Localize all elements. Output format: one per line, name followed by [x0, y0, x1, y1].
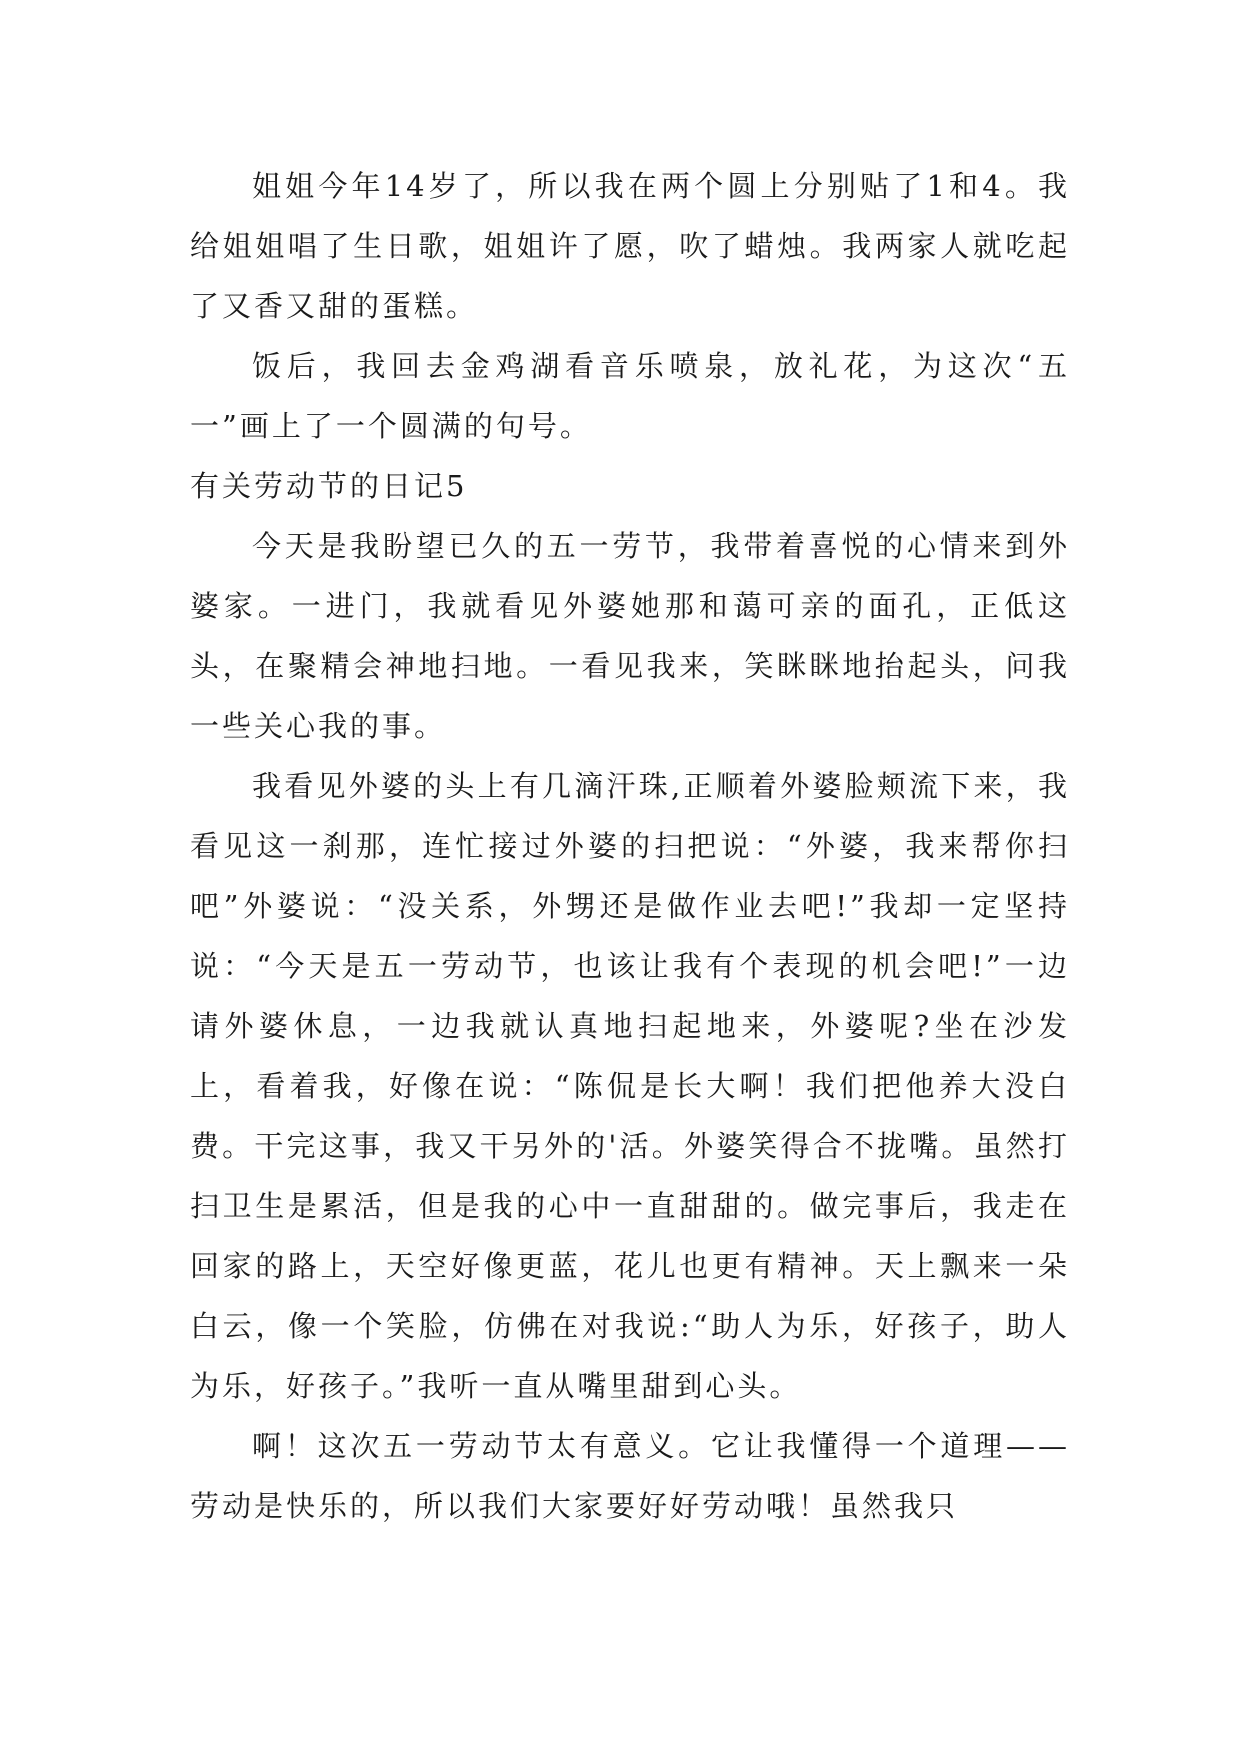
document-body [190, 156, 1070, 1536]
paragraph-after-dinner: 饭后，我回去金鸡湖看音乐喷泉，放礼花，为这次“五一”画上了一个圆满的句号。 [190, 349, 1070, 443]
section-heading: 有关劳动节的日记5 [190, 469, 468, 503]
paragraph-birthday: 姐姐今年14岁了，所以我在两个圆上分别贴了1和4。我给姐姐唱了生日歌，姐姐许了愿，吹了蜡烛。我两家人就吃起了又香又甜的蛋糕。 [190, 169, 1070, 323]
paragraph-conclusion: 啊！这次五一劳动节太有意义。它让我懂得一个道理——劳动是快乐的，所以我们大家要好好劳动哦！虽然我只 [190, 1429, 1070, 1523]
paragraph-grandma-house: 今天是我盼望已久的五一劳节，我带着喜悦的心情来到外婆家。一进门，我就看见外婆她那和蔼可亲的面孔，正低这头，在聚精会神地扫地。一看见我来，笑眯眯地抬起头，问我一些关心我的事。 [190, 529, 1070, 743]
paragraph-sweeping: 我看见外婆的头上有几滴汗珠,正顺着外婆脸颊流下来，我看见这一刹那，连忙接过外婆的扫把说：“外婆，我来帮你扫吧”外婆说：“没关系，外甥还是做作业去吧!”我却一定坚持说：“今天是五一劳动节，也该让我有个表现的机会吧!”一边请外婆休息，一边我就认真地扫起地来，外婆呢?坐在沙发上，看着我，好像在说：“陈侃是长大啊！我们把他养大没白费。干完这事，我又干另外的'活。外婆笑得合不拢嘴。虽然打扫卫生是累活，但是我的心中一直甜甜的。做完事后，我走在回家的路上，天空好像更蓝，花儿也更有精神。天上飘来一朵白云，像一个笑脸，仿佛在对我说:“助人为乐，好孩子，助人为乐，好孩子。”我听一直从嘴里甜到心头。 [190, 769, 1070, 1403]
